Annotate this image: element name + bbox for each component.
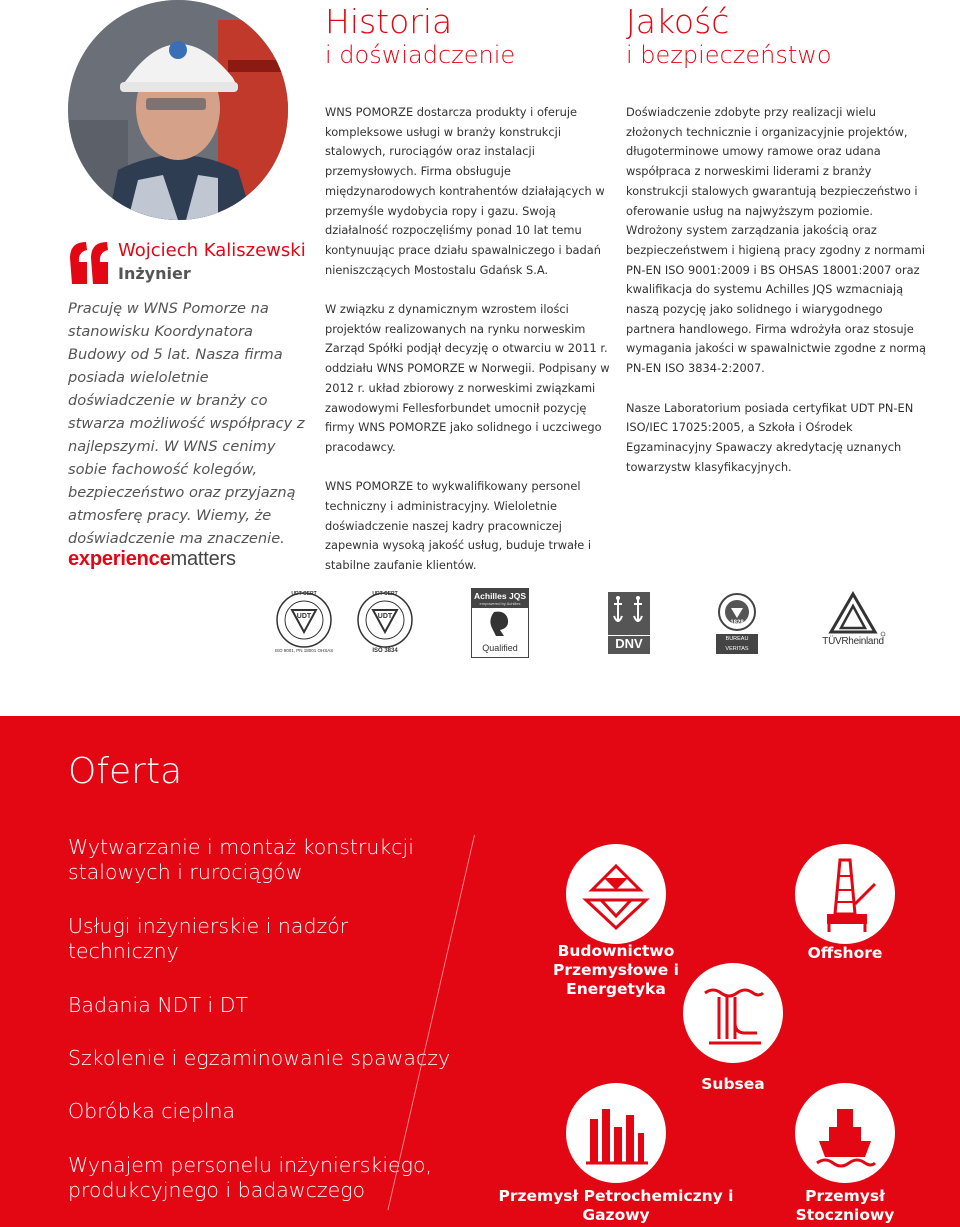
achilles-title: Achilles JQS: [472, 589, 528, 601]
sector-label-stoczniowy: Przemysł Stoczniowy: [795, 1187, 895, 1224]
sector-label-subsea: Subsea: [701, 1075, 765, 1093]
udt1-top-text: UDT-CERT: [291, 591, 317, 597]
dnv-logo: [608, 592, 650, 654]
offer-item: Wynajem personelu inżynierskiego, produkcyjnego i badawczego: [68, 1153, 433, 1202]
truss-structure-icon: [566, 844, 666, 944]
udt1-bottom-text: ISO 9001, PN 18001 OHSAS: [274, 648, 334, 653]
historia-paragraph: W związku z dynamicznym wzrostem ilości projektów realizowanych na rynku norweskim Zarząd Spółki podjął decyzję o otwarciu w 2011 r. oddziału WNS POMORZE w Norwegii. Podpisany w 2012 r. układ zbiorowy z norweskimi związkami zawodowymi Fellesforbundet umocnił pozycję firmy WNS POMORZE jako solidnego i uczciwego pracodawcy.: [325, 302, 610, 454]
quote-mark-icon: [68, 240, 110, 284]
offer-item: Usługi inżynierskie i nadzór techniczny: [68, 914, 349, 963]
achilles-mark-icon: [472, 608, 530, 638]
sector-circle-petro: [566, 1083, 666, 1183]
jakosc-subtitle: i bezpieczeństwo: [626, 41, 832, 69]
historia-paragraph: WNS POMORZE dostarcza produkty i oferuje kompleksowe usługi w branży konstrukcji stalowych, rurociągów oraz instalacji przemysłowych. Firma obsługuje międzynarodowych kontrahentów działających w przemyśle wydobycia ropy i gazu. Swoją działalność rozpoczęliśmy ponad 10 lat temu kontynuując prace działu spawalniczego i badań nieniszczących Mostostalu Gdańsk S.A.: [325, 105, 605, 277]
historia-subtitle: i doświadczenie: [325, 41, 516, 69]
achilles-jqs-logo: [471, 588, 529, 658]
bureau-veritas-logo: [716, 592, 758, 654]
svg-text:UDT: UDT: [296, 613, 312, 620]
slogan-bold: experience: [68, 548, 171, 570]
achilles-qualified: Qualified: [482, 643, 518, 653]
tuv-rheinland-logo: [819, 590, 887, 652]
sector-label-offshore: Offshore: [807, 944, 883, 962]
udt2-bottom-text: ISO 3834: [372, 648, 398, 654]
offer-item: Obróbka cieplna: [68, 1099, 236, 1123]
refinery-icon: [566, 1083, 666, 1183]
subsea-pipeline-icon: [683, 963, 783, 1063]
jakosc-text: [626, 103, 926, 497]
jakosc-heading: [626, 3, 832, 69]
engineer-photo: [68, 0, 288, 220]
person-name: Wojciech Kaliszewski: [118, 240, 306, 261]
udt2-top-text: UDT-CERT: [372, 591, 398, 597]
sector-label-petro: Przemysł Petrochemiczny i Gazowy: [498, 1187, 734, 1224]
offer-item: Szkolenie i egzaminowanie spawaczy: [68, 1046, 451, 1070]
historia-paragraph: WNS POMORZE to wykwalifikowany personel techniczny i administracyjny. Wieloletnie doświadczenie naszej kadry pracowniczej zapewnia wysoką jakość usług, buduje trwałe i stabilne zaufanie klientów.: [325, 479, 592, 573]
jakosc-paragraph: Nasze Laboratorium posiada certyfikat UDT PN-EN ISO/IEC 17025:2005, a Szkoła i Ośrodek Egzaminacyjny Spawaczy akredytację uznanych towarzystw klasyfikacyjnych.: [626, 400, 914, 474]
bv-year: 1828: [730, 620, 744, 626]
tuv-triangle-icon: [819, 590, 887, 636]
offer-item: Badania NDT i DT: [68, 993, 249, 1017]
oil-rig-icon: [795, 844, 895, 944]
anchor-icon: [608, 592, 650, 634]
sector-circle-stoczniowy: [795, 1083, 895, 1183]
offer-item: Wytwarzanie i montaż konstrukcji stalowych i rurociągów: [68, 835, 414, 884]
jakosc-paragraph: Doświadczenie zdobyte przy realizacji wielu złożonych technicznie i organizacyjnie projektów, długoterminowe umowy ramowe oraz udana współpraca z norweskimi liderami z branży konstrukcji stalowych gwarantują bezpieczeństwo i oferowanie usług na najwyższym poziomie. Wdrożony system zarządzania jakością oraz bezpieczeństwem i higieną pracy zgodny z normami PN-EN ISO 9001:2009 i BS OHSAS 18001:2007 oraz kwalifikacja do systemu Achilles JQS wzmacniają naszą pozycję jako solidnego i wiarygodnego partnera handlowego. Firma wdrożyła oraz stosuje wymagania jakości w spawalnictwie zgodne z normą PN-EN ISO 3834-2:2007.: [626, 105, 926, 376]
sector-circle-subsea: [683, 963, 783, 1063]
svg-text:UDT: UDT: [377, 613, 393, 620]
jakosc-title: Jakość: [626, 2, 730, 41]
slogan: [68, 548, 236, 571]
historia-heading: [325, 3, 515, 69]
udt-cert-ohsas-logo: [270, 590, 338, 658]
bv-name: BUREAU VERITAS: [716, 634, 758, 654]
dnv-text: DNV: [608, 635, 650, 651]
ship-icon: [795, 1083, 895, 1183]
person-role: Inżynier: [118, 264, 191, 283]
historia-text: [325, 103, 610, 596]
person-quote: Pracuję w WNS Pomorze na stanowisku Koordynatora Budowy od 5 lat. Nasza firma posiada wieloletnie doświadczenie w branży co stwarza możliwość współpracy z najlepszymi. W WNS cenimy sobie fachowość kolegów, bezpieczeństwo oraz przyjazną atmosferę pracy. Wiemy, że doświadczenie ma znaczenie.: [68, 300, 305, 547]
offer-title: Oferta: [68, 751, 183, 792]
tuv-text: TÜVRheinland: [822, 636, 884, 647]
historia-title: Historia: [325, 2, 453, 41]
slogan-light: matters: [170, 548, 236, 570]
sector-label-budownictwo: Budownictwo Przemysłowe i Energetyka: [553, 942, 679, 998]
sector-circle-offshore: [795, 844, 895, 944]
udt-cert-iso3834-logo: [350, 590, 420, 660]
achilles-subtitle: empowered by Achilles: [472, 601, 528, 608]
sector-circle-budownictwo: [566, 844, 666, 944]
